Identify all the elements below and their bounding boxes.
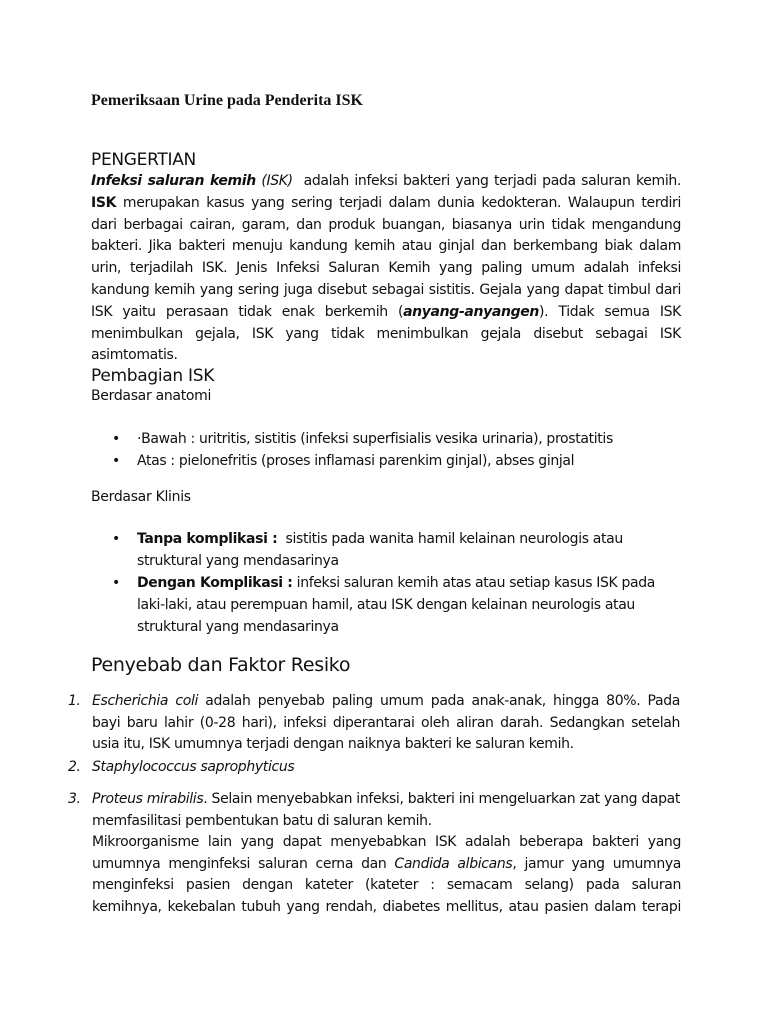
label-klinis: Berdasar Klinis (91, 489, 191, 505)
organism-name: Staphylococcus saprophyticus (92, 759, 295, 775)
bullet-icon: • (112, 453, 120, 469)
bullet-icon: • (112, 575, 120, 591)
item-number: 1. (68, 693, 81, 709)
candida-term: Candida albicans (394, 855, 513, 872)
klinis-text-dengan: infeksi saluran kemih atas atau setiap kasus ISK pada laki-laki, atau perempuan hamil, atau ISK dengan kelainan neurologis atau struktural yang mendasarinya (137, 575, 656, 635)
organism-name: Escherichia coli (92, 693, 199, 709)
bullet-icon: • (112, 531, 120, 547)
list-item (112, 428, 672, 450)
list-item (68, 789, 680, 832)
klinis-label-dengan: Dengan Komplikasi : (137, 575, 293, 591)
mikroorganisme-paragraph (92, 832, 681, 918)
pengertian-text-1: adalah infeksi bakteri yang terjadi pada saluran kemih. (303, 173, 681, 189)
isk-bold: ISK (91, 194, 117, 211)
label-anatomi: Berdasar anatomi (91, 388, 212, 404)
heading-pembagian: Pembagian ISK (91, 366, 215, 386)
list-item (68, 691, 680, 756)
klinis-text-tanpa: sistitis pada wanita hamil kelainan neurologis atau struktural yang mendasarinya (137, 531, 623, 569)
mikro-text-2: , jamur yang umumnya menginfeksi pasien dengan kateter (kateter : semacam selang) pada saluran kemihnya, kekebalan tubuh yang rendah, diabetes mellitus, atau pasien dalam terapi (92, 855, 682, 915)
item-number: 3. (68, 791, 81, 807)
anyang-term: anyang-anyangen (403, 303, 540, 320)
item-number: 2. (68, 759, 81, 775)
document-title: Pemeriksaan Urine pada Penderita ISK (91, 92, 363, 109)
heading-pengertian: PENGERTIAN (91, 150, 196, 170)
pengertian-paragraph (91, 171, 681, 367)
anatomi-item-atas: Atas : pielonefritis (proses inflamasi parenkim ginjal), abses ginjal (137, 453, 575, 469)
term-isk: Infeksi saluran kemih (91, 173, 256, 189)
list-item (68, 757, 680, 779)
pengertian-text-2: merupakan kasus yang sering terjadi dalam dunia kedokteran. Walaupun terdiri dari berbagai cairan, garam, dan produk buangan, biasanya urin tidak mengandung bakteri. Jika bakteri menuju kandung kemih atau ginjal dan berkembang biak dalam urin, terjadilah ISK. Jenis Infeksi Saluran Kemih yang paling umum adalah infeksi kandung kemih yang sering juga disebut sebagai sistitis. Gejala yang dapat timbul dari ISK yaitu perasaan tidak enak berkemih ( (91, 194, 681, 320)
list-item (112, 528, 672, 572)
organism-name: Proteus mirabilis (92, 791, 204, 807)
organism-text: adalah penyebab paling umum pada anak-anak, hingga 80%. Pada bayi baru lahir (0-28 hari), infeksi diperantarai oleh aliran darah. Sedangkan setelah usia itu, ISK umumnya terjadi dengan naiknya bakteri ke saluran kemih. (92, 693, 681, 752)
pengertian-text-3: ). Tidak semua ISK menimbulkan gejala, ISK yang tidak menimbulkan gejala disebut sebagai ISK asimtomatis. (91, 303, 681, 364)
mikro-text-1: Mikroorganisme lain yang dapat menyebabkan ISK adalah beberapa bakteri yang umumnya menginfeksi saluran cerna dan (92, 834, 681, 872)
anatomi-item-bawah: ·Bawah : uritritis, sistitis (infeksi superfisialis vesika urinaria), prostatitis (137, 431, 613, 447)
organism-text: . Selain menyebabkan infeksi, bakteri ini mengeluarkan zat yang dapat memfasilitasi pembentukan batu di saluran kemih. (92, 791, 680, 829)
klinis-label-tanpa: Tanpa komplikasi : (137, 531, 278, 547)
heading-penyebab: Penyebab dan Faktor Resiko (91, 654, 351, 676)
abbr-isk: (ISK) (261, 173, 293, 189)
list-item (112, 450, 672, 472)
bullet-icon: • (112, 431, 120, 447)
list-item (112, 572, 672, 638)
